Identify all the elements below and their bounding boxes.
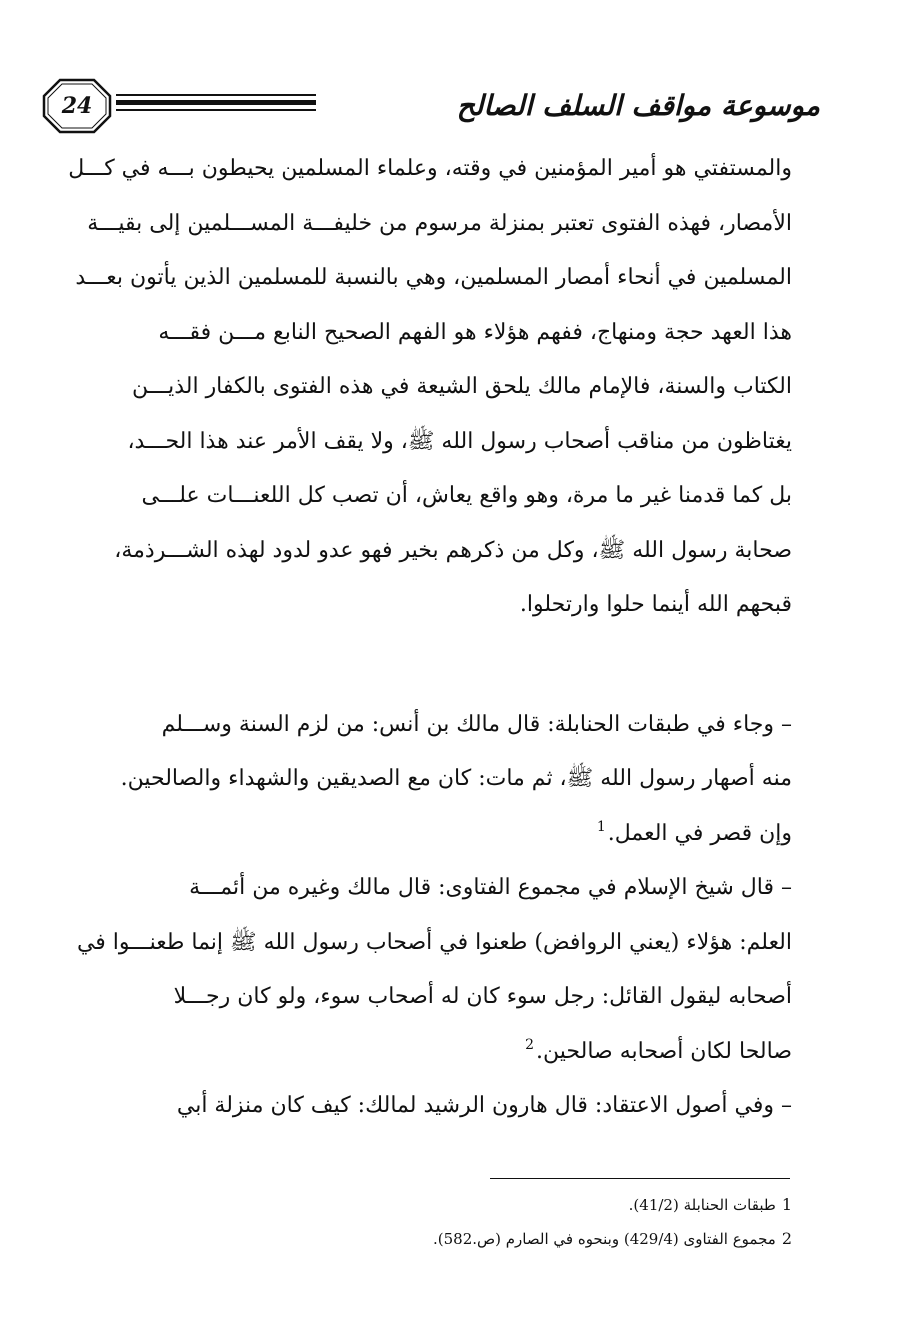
text-line: منه أصهار رسول الله ﷺ، ثم مات: كان مع الصديقين والشهداء والصالحين. [120, 766, 792, 791]
footnote-2 [40, 1226, 792, 1252]
footnote-number: 1 [781, 1195, 792, 1214]
quote-item-1 [40, 698, 792, 862]
text-line: الكتاب والسنة، فالإمام مالك يلحق الشيعة في هذه الفتوى بالكفار الذيـــن [132, 374, 792, 399]
text-line: – قال شيخ الإسلام في مجموع الفتاوى: قال مالك وغيره من أئمـــة [189, 875, 792, 900]
page-number: 24 [61, 93, 93, 119]
text-line: – وجاء في طبقات الحنابلة: قال مالك بن أنس: من لزم السنة وســـلم [161, 711, 792, 737]
footnote-separator [490, 1178, 790, 1179]
header-rule [116, 94, 316, 112]
text-line: المسلمين في أنحاء أمصار المسلمين، وهي بالنسبة للمسلمين الذين يأتون بعـــد [75, 265, 792, 290]
text-line: صحابة رسول الله ﷺ، وكل من ذكرهم بخير فهو عدو لدود لهذه الشـــرذمة، [114, 537, 792, 563]
series-title: موسوعة مواقف السلف الصالح [456, 89, 820, 122]
text-line: هذا العهد حجة ومنهاج، ففهم هؤلاء هو الفهم الصحيح النابع مـــن فقـــه [158, 319, 792, 345]
footnotes [40, 1192, 792, 1260]
text-line: العلم: هؤلاء (يعني الروافض) طعنوا في أصحاب رسول الله ﷺ إنما طعنـــوا في [76, 929, 792, 955]
footnote-1 [40, 1192, 792, 1218]
page-header [30, 70, 820, 142]
text-line: – وفي أصول الاعتقاد: قال هارون الرشيد لمالك: كيف كان منزلة أبي [176, 1093, 792, 1118]
text-line [40, 807, 792, 862]
footnote-text: طبقات الحنابلة (41/2). [628, 1196, 776, 1214]
text-segment: صالحا لكان أصحابه صالحين. [536, 1038, 792, 1064]
paragraph-1 [40, 142, 792, 633]
footnote-text: مجموع الفتاوى (429/4) وبنحوه في الصارم (ص.582). [432, 1230, 776, 1248]
text-line [40, 1025, 792, 1080]
quote-item-3 [40, 1079, 792, 1134]
quote-item-2 [40, 861, 792, 1079]
text-line: الأمصار، فهذه الفتوى تعتبر بمنزلة مرسوم من خليفـــة المســـلمين إلى بقيـــة [87, 210, 792, 236]
footnote-ref: 2 [525, 1037, 535, 1054]
footnote-ref: 1 [596, 819, 606, 836]
text-line: أصحابه ليقول القائل: رجل سوء كان له أصحاب سوء، ولو كان رجـــلا [173, 984, 792, 1009]
page-number-badge [42, 78, 112, 134]
body-text [40, 142, 792, 1134]
footnote-number: 2 [781, 1229, 792, 1248]
text-line: بل كما قدمنا غير ما مرة، وهو واقع يعاش، أن تصب كل اللعنـــات علـــى [141, 483, 792, 508]
text-line: يغتاظون من مناقب أصحاب رسول الله ﷺ، ولا يقف الأمر عند هذا الحـــد، [127, 428, 792, 454]
text-segment: وإن قصر في العمل. [607, 820, 792, 846]
text-line: قبحهم الله أينما حلوا وارتحلوا. [519, 592, 792, 617]
text-line: والمستفتي هو أمير المؤمنين في وقته، وعلماء المسلمين يحيطون بـــه في كـــل [68, 156, 792, 181]
